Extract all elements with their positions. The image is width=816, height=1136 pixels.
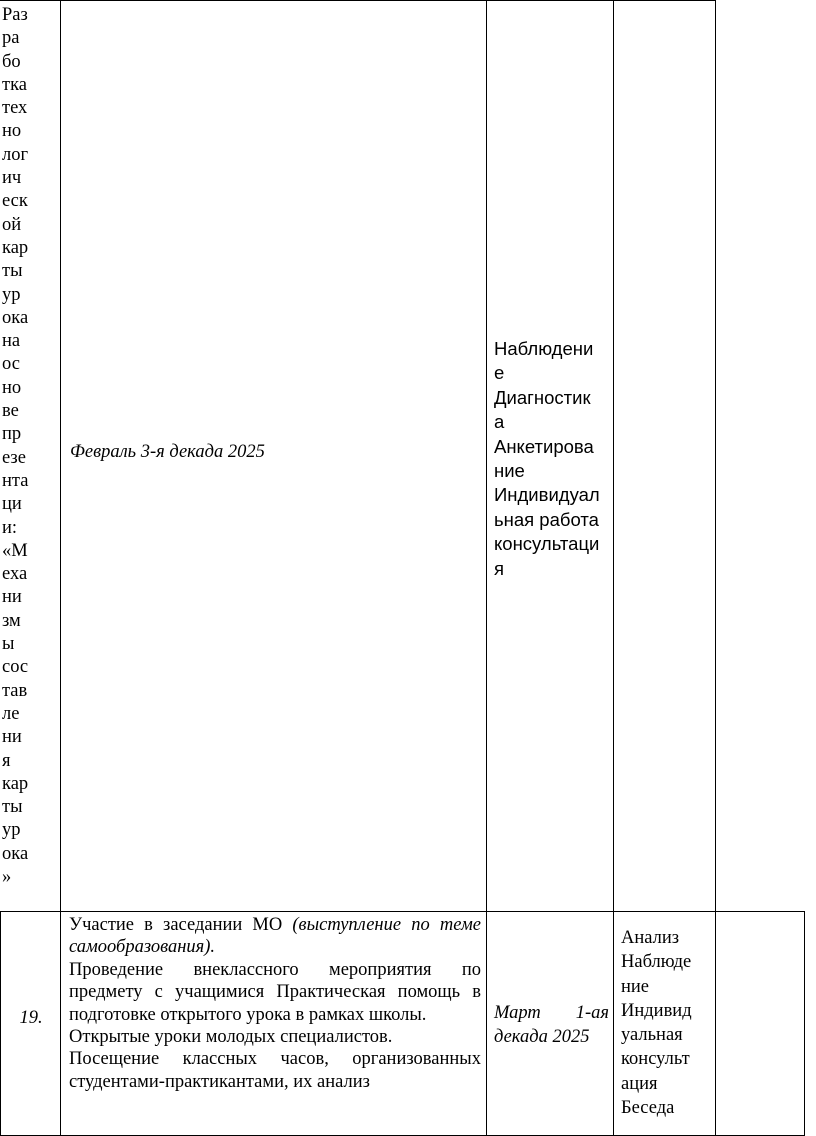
activity-content [69, 914, 481, 1093]
activity-paragraph-4: Посещение классных часов, организованных студентами-практикантами, их анализ [69, 1049, 481, 1092]
row-number: 19. [19, 1008, 43, 1028]
topic-text: Раз ра бо тка тех но лог ич еск ой кар ты ур ока на ос но ве пр езе нта ци и: «М еха ни зм ы сос тав ле ни я кар ты ур ока » [2, 5, 29, 887]
date-cell [486, 911, 614, 1136]
activity-paragraph-3: Открытые уроки молодых специалистов. [69, 1027, 393, 1048]
activity-text-regular: Участие в заседании МО [69, 915, 293, 935]
methods-cell [486, 0, 614, 912]
number-cell [0, 911, 61, 1136]
activity-paragraph-2: Проведение внеклассного мероприятия по предмету с учащимися Практическая помощь в подготовке открытого урока в рамках школы. [69, 959, 481, 1025]
activity-paragraph-1 [69, 914, 481, 959]
content-cell [60, 911, 487, 1136]
methods-cell [613, 911, 716, 1136]
topic-cell [0, 0, 61, 912]
activity-text-italic: (выступление по теме самообразования). [69, 915, 481, 958]
methods-text: Наблюдени е Диагностик а Анкетирова ние Индивидуал ьная работа консультаци я [494, 338, 600, 579]
methods-text: Анализ Наблюде ние Индивид уальная консульт ация Беседа [621, 928, 692, 1119]
result-cell [715, 911, 805, 1136]
result-cell [613, 0, 716, 912]
date-text: Март 1-ая декада 2025 [494, 1003, 609, 1047]
date-cell [60, 0, 487, 912]
date-text: Февраль 3-я декада 2025 [70, 442, 265, 462]
